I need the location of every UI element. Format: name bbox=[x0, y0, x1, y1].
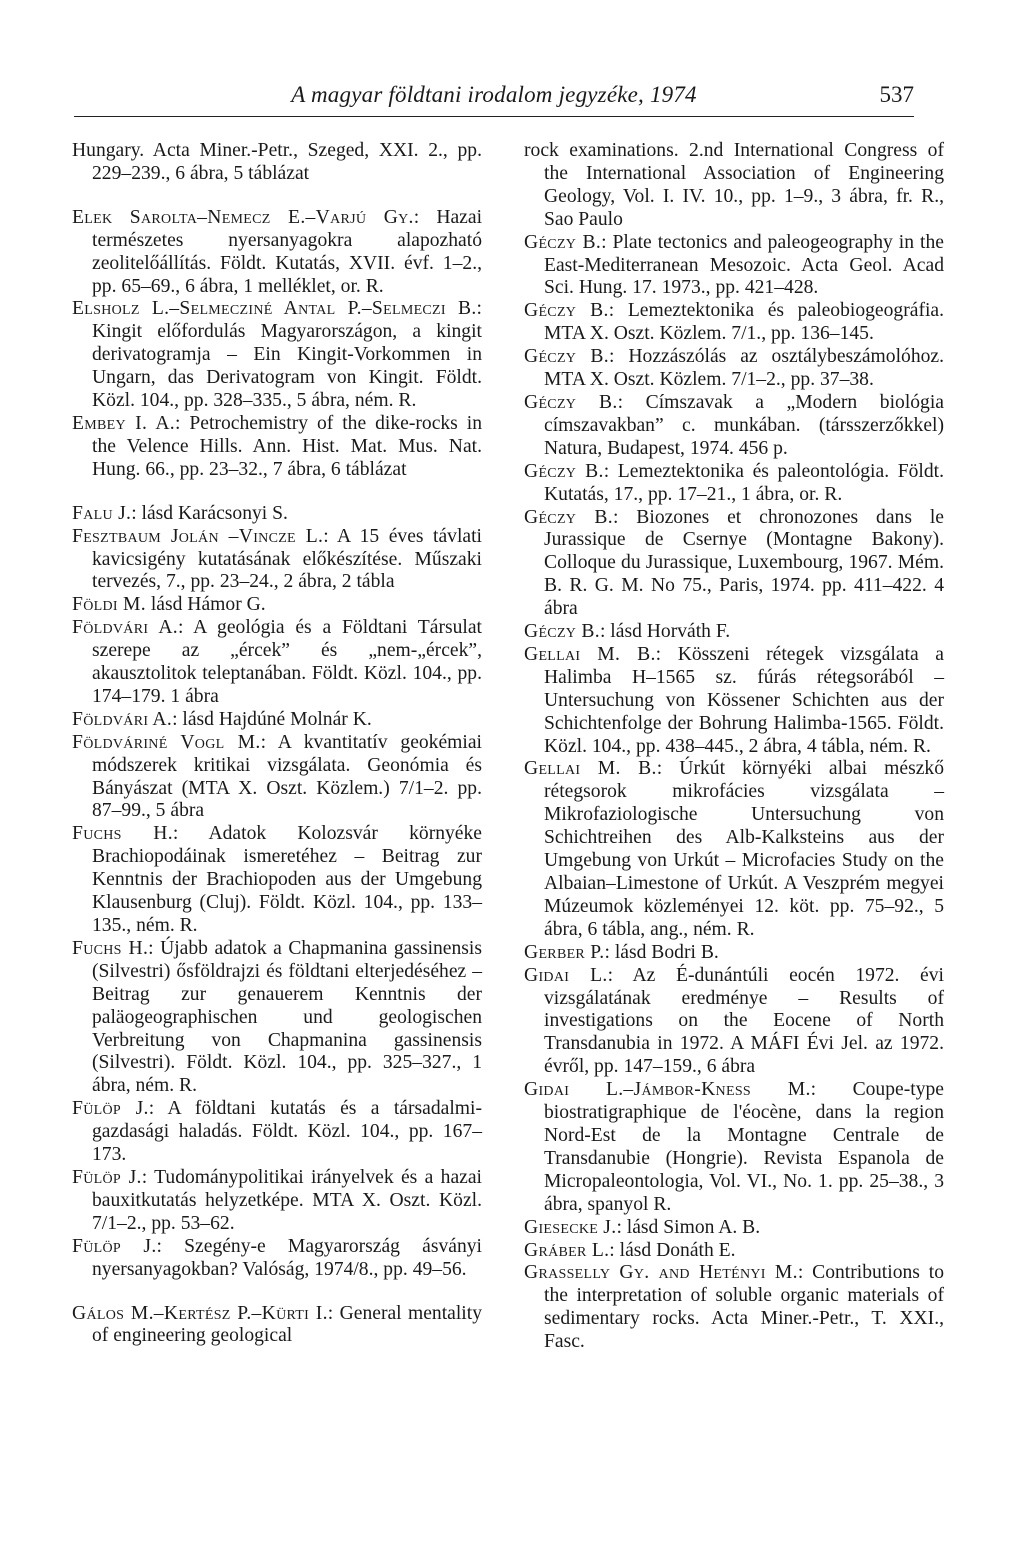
entry-author: Gráber L. bbox=[524, 1239, 610, 1261]
bibliography-entry: Földvári A.: A geológia és a Földtani Társulat szerepe az „ércek” és „nem-„ércek”, akausztolitok teleptanában. Földt. Közl. 104., pp. 174–179. 1 ábra bbox=[72, 617, 482, 707]
bibliography-entry: Fuchs H.: Adatok Kolozsvár környéke Brachiopodáinak ismeretéhez – Beitrag zur Kenntnis der Brachiopoden aus der Umgebung Klausenburg (Cluj). Földt. Közl. 104., pp. 133–135., ném. R. bbox=[72, 823, 483, 936]
entry-author: Fülöp J. bbox=[72, 1098, 149, 1120]
entry-author: Embey I. A. bbox=[72, 412, 175, 434]
entry-continuation: rock examinations. 2.nd International Congress of the International Association of Engineering Geology, Vol. I. IV. 10., pp. 1–9., 3 ábra, fr. R., Sao Paulo bbox=[524, 140, 944, 230]
left-column bbox=[72, 140, 482, 1348]
bibliography-entry: Gellai M. B.: Kösszeni rétegek vizsgálata a Halimba H–1565 sz. fúrás rétegsorából – Untersuchung von Kössener Schichten aus der Schichtenfolge der Bohrung Halimba-1565. Földt. Közl. 104., pp. 438–445., 2 ábra, 4 tábla, ném. R. bbox=[524, 643, 944, 757]
bibliography-entry: Géczy B.: Címszavak a „Modern biológia címszavakban” c. munkában. (társszerzőkkel) Natura, Budapest, 1974. 456 p. bbox=[524, 391, 944, 459]
right-column bbox=[524, 140, 944, 1354]
page-number: 537 bbox=[879, 82, 914, 107]
entry-continuation: Hungary. Acta Miner.-Petr., Szeged, XXI. 2., pp. 229–239., 6 ábra, 5 táblázat bbox=[72, 140, 482, 184]
bibliography-entry: Grasselly Gy. and Hetényi M.: Contributions to the interpretation of soluble organic materials of sedimentary rocks. Acta Miner.-Petr., T. XXI., Fasc. bbox=[524, 1262, 945, 1353]
entry-author: Fesztbaum Jolán –Vincze L. bbox=[72, 525, 324, 547]
entry-author: Géczy B. bbox=[524, 300, 609, 322]
entry-author: Gellai M. B. bbox=[524, 643, 656, 665]
entry-author: Giesecke J. bbox=[524, 1216, 617, 1238]
bibliography-entry: Géczy B.: lásd Horváth F. bbox=[524, 621, 731, 643]
entry-author: Fülöp J. bbox=[72, 1235, 157, 1257]
bibliography-entry: Fülöp J.: Szegény-e Magyarország ásványi nyersanyagokban? Valóság, 1974/8., pp. 49–56. bbox=[72, 1235, 482, 1280]
entry-author: Gálos M.–Kertész P.–Kürti I. bbox=[72, 1302, 328, 1324]
entry-author: Fülöp J. bbox=[72, 1166, 142, 1188]
bibliography-entry: Gidai L.: Az É-dunántúli eocén 1972. évi vizsgálatának eredménye – Results of investigations on the Eocene of North Transdanubia in 1972. A MÁFI Évi Jel. az 1972. évről, pp. 147–159., 6 ábra bbox=[524, 964, 944, 1078]
entry-author: Gellai M. B. bbox=[524, 758, 657, 780]
bibliography-entry: Elek Sarolta–Nemecz E.–Varjú Gy.: Hazai természetes nyersanyagokra alapozható zeolitelőállítás. Földt. Kutatás, XVII. évf. 1–2., pp. 65–69., 6 ábra, 1 melléklet, or. R. bbox=[72, 206, 483, 297]
bibliography-entry: Géczy B.: Lemeztektonika és paleobiogeográfia. MTA X. Oszt. Közlem. 7/1., pp. 136–145. bbox=[524, 300, 945, 345]
entry-author: Földi M. bbox=[72, 594, 146, 616]
entry-author: Fuchs H. bbox=[72, 823, 173, 845]
running-title: A magyar földtani irodalom jegyzéke, 1974 bbox=[291, 82, 697, 107]
bibliography-entry: Embey I. A.: Petrochemistry of the dike-rocks in the Velence Hills. Ann. Hist. Mat. Mus. Nat. Hung. 66., pp. 23–32., 7 ábra, 6 táblázat bbox=[72, 412, 482, 480]
entry-author: Falu J. bbox=[72, 502, 132, 524]
bibliography-entry: Fesztbaum Jolán –Vincze L.: A 15 éves távlati kavicsigény kutatásának előkészítése. Műszaki tervezés, 7., pp. 23–24., 2 ábra, 2 tábla bbox=[72, 525, 482, 593]
entry-author: Gerber P. bbox=[524, 941, 605, 963]
entry-author: Földváriné Vogl M. bbox=[72, 731, 261, 753]
entry-author: Gidai L.–Jámbor-Kness M. bbox=[524, 1079, 811, 1101]
bibliography-entry: Gráber L.: lásd Donáth E. bbox=[524, 1239, 736, 1261]
page-header bbox=[74, 82, 914, 116]
bibliography-entry: Géczy B.: Lemeztektonika és paleontológia. Földt. Kutatás, 17., pp. 17–21., 1 ábra, or. R. bbox=[524, 460, 944, 505]
entry-author: Gidai L. bbox=[524, 964, 608, 986]
entry-author: Földvári A. bbox=[72, 617, 178, 639]
entry-author: Géczy B. bbox=[524, 231, 602, 253]
header-rule bbox=[74, 116, 914, 117]
entry-author: Földvári A. bbox=[72, 708, 173, 730]
bibliography-entry: Földvári A.: lásd Hajdúné Molnár K. bbox=[72, 708, 372, 730]
bibliography-entry: Földváriné Vogl M.: A kvantitatív geokémiai módszerek kritikai vizsgálata. Geonómia és Bányászat (MTA X. Oszt. Közlem.) 7/1–2. pp. 87–99., 5 ábra bbox=[72, 731, 483, 822]
entry-author: Grasselly Gy. and Hetényi M. bbox=[524, 1262, 798, 1284]
entry-author: Géczy B. bbox=[524, 621, 600, 643]
bibliography-entry: Giesecke J.: lásd Simon A. B. bbox=[524, 1216, 761, 1238]
bibliography-entry: Géczy B.: Plate tectonics and paleogeography in the East-Mediterranean Mesozoic. Acta Geol. Acad Sci. Hung. 17. 1973., pp. 421–428. bbox=[524, 231, 944, 299]
bibliography-entry: Fuchs H.: Újabb adatok a Chapmanina gassinensis (Silvestri) ősföldrajzi és földtani elterjedéséhez – Beitrag zur genauerem Kenntnis der paläogeographischen und geologischen Verbreitung von Chapmanina gassinensis (Silvestri). Földt. Közl. 104., pp. 325–327., 1 ábra, ném. R. bbox=[72, 937, 482, 1097]
bibliography-entry: Földi M. lásd Hámor G. bbox=[72, 594, 266, 616]
bibliography-entry: Géczy B.: Biozones et chronozones dans le Jurassique de Csernye (Montagne Bakony). Colloque du Jurassique, Luxembourg, 1967. Mém. B. R. G. M. No 75., Paris, 1974. pp. 411–422. 4 ábra bbox=[524, 506, 945, 620]
entry-author: Fuchs H. bbox=[72, 937, 149, 959]
bibliography-entry: Elsholz L.–Selmecziné Antal P.–Selmeczi B.: Kingit előfordulás Magyarországon, a kingit derivatogramja – Ein Kingit-Vorkommen in Ungarn, das Derivatogram von Kingit. Földt. Közl. 104., pp. 328–335., 5 ábra, ném. R. bbox=[72, 298, 482, 412]
bibliography-entry: Gerber P.: lásd Bodri B. bbox=[524, 941, 719, 963]
entry-author: Géczy B. bbox=[524, 460, 604, 482]
entry-author: Géczy B. bbox=[524, 506, 613, 528]
entry-author: Géczy B. bbox=[524, 391, 618, 413]
bibliography-entry: Fülöp J.: A földtani kutatás és a társadalmi-gazdasági haladás. Földt. Közl. 104., pp. 167–173. bbox=[72, 1098, 482, 1166]
bibliography-entry: Fülöp J.: Tudománypolitikai irányelvek és a hazai bauxitkutatás helyzetképe. MTA X. Oszt. Közl. 7/1–2., pp. 53–62. bbox=[72, 1166, 482, 1234]
entry-author: Géczy B. bbox=[524, 346, 609, 368]
bibliography-entry: Gálos M.–Kertész P.–Kürti I.: General mentality of engineering geological bbox=[72, 1302, 482, 1347]
bibliography-entry: Falu J.: lásd Karácsonyi S. bbox=[72, 502, 288, 524]
bibliography-entry: Gellai M. B.: Úrkút környéki albai mészkő rétegsorok mikrofácies vizsgálata – Mikrofaziologische Untersuchung von Schichtreihen des Alb-Kalksteins aus der Umgebung von Urkút – Microfacies Study on the Albaian–Limestone of Urkút. A Veszprém megyei Múzeumok közleményei 12. köt. pp. 75–92., 5 ábra, 6 tábla, ang., ném. R. bbox=[524, 758, 944, 940]
entry-author: Elsholz L.–Selmecziné Antal P.–Selmeczi B. bbox=[72, 298, 477, 320]
entry-author: Elek Sarolta–Nemecz E.–Varjú Gy. bbox=[72, 206, 414, 228]
bibliography-entry: Géczy B.: Hozzászólás az osztálybeszámolóhoz. MTA X. Oszt. Közlem. 7/1–2., pp. 37–38. bbox=[524, 346, 945, 391]
bibliography-entry: Gidai L.–Jámbor-Kness M.: Coupe-type biostratigraphique de l'éocène, dans la region Nord-Est de la Montagne Centrale de Transdanubie (Hongrie). Revista Espanola de Micropaleontologia, Vol. VI., No. 1. pp. 25–38., 3 ábra, spanyol R. bbox=[524, 1079, 944, 1215]
